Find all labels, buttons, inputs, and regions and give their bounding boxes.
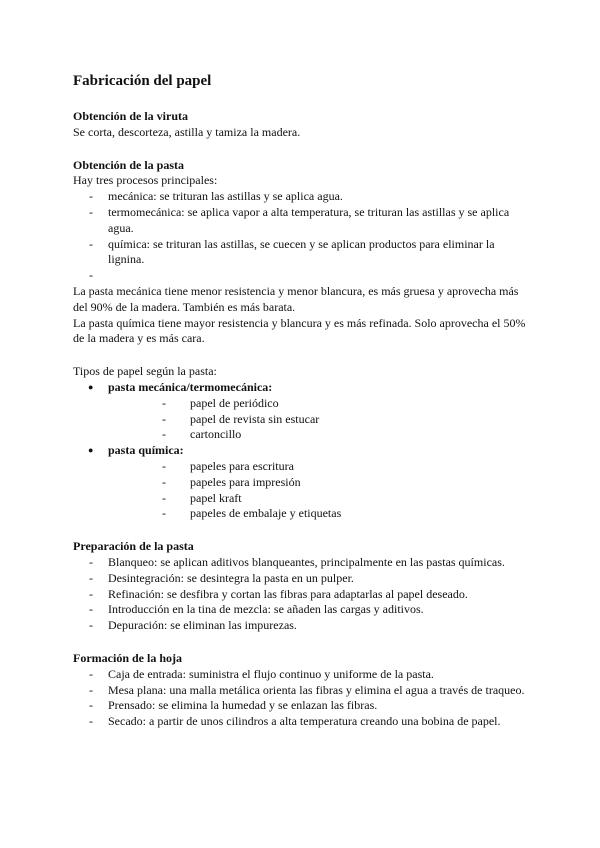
group-label: pasta mecánica/termomecánica:	[108, 379, 273, 394]
list-group	[73, 380, 530, 443]
section-formacion	[73, 651, 530, 730]
document-title: Fabricación del papel	[73, 73, 212, 89]
paper-type-list	[73, 380, 530, 522]
step-list	[73, 555, 530, 634]
list-item: - termomecánica: se aplica vapor a alta temperatura, se trituran las astillas y se aplica agua.	[73, 205, 530, 237]
list-item: - Blanqueo: se aplican aditivos blanqueantes, principalmente en las pastas químicas.	[73, 555, 530, 571]
section-text: Se corta, descorteza, astilla y tamiza la madera.	[73, 124, 301, 139]
list-item: - Introducción en la tina de mezcla: se añaden las cargas y aditivos.	[73, 602, 530, 618]
list-item: - papeles para escritura	[108, 459, 530, 475]
list-item: - Secado: a partir de unos cilindros a alta temperatura creando una bobina de papel.	[73, 714, 530, 730]
list-item: - Desintegración: se desintegra la pasta en un pulper.	[73, 571, 530, 587]
list-item: - Depuración: se eliminan las impurezas.	[73, 618, 530, 634]
list-item: - mecánica: se trituran las astillas y se aplica agua.	[73, 189, 530, 205]
list-group	[73, 443, 530, 522]
list-item: - cartoncillo	[108, 427, 530, 443]
sub-list	[108, 459, 530, 522]
section-intro: Hay tres procesos principales:	[73, 173, 218, 188]
list-item: - papeles para impresión	[108, 475, 530, 491]
list-item: - papel de periódico	[108, 396, 530, 412]
section-heading: Obtención de la pasta	[73, 157, 185, 172]
list-item: - papel de revista sin estucar	[108, 412, 530, 428]
section-preparacion	[73, 539, 530, 634]
section-intro: Tipos de papel según la pasta:	[73, 364, 217, 379]
step-list	[73, 667, 530, 730]
process-list	[73, 189, 530, 284]
list-item: - Caja de entrada: suministra el flujo continuo y uniforme de la pasta.	[73, 667, 530, 683]
section-heading: Formación de la hoja	[73, 650, 182, 665]
list-item: - Mesa plana: una malla metálica orienta las fibras y elimina el agua a través de traqueo.	[73, 683, 530, 699]
list-item	[73, 268, 530, 284]
list-item: - química: se trituran las astillas, se cuecen y se aplican productos para eliminar la lignina.	[73, 237, 530, 269]
section-heading: Obtención de la viruta	[73, 109, 189, 123]
sub-list	[108, 396, 530, 443]
list-item: - Prensado: se elimina la humedad y se enlazan las fibras.	[73, 698, 530, 714]
paragraph: La pasta mecánica tiene menor resistencia y menor blancura, es más gruesa y aprovecha más del 90% de la madera. También es más barata.	[73, 283, 519, 314]
section-tipos	[73, 364, 530, 522]
paragraph: La pasta química tiene mayor resistencia y blancura y es más refinada. Solo aprovecha el 50% de la madera y es más cara.	[73, 315, 526, 346]
section-pasta	[73, 158, 530, 348]
section-heading: Preparación de la pasta	[73, 539, 194, 554]
list-item: - papel kraft	[108, 491, 530, 507]
list-item: - papeles de embalaje y etiquetas	[108, 506, 530, 522]
section-viruta	[73, 109, 530, 141]
group-label: pasta química:	[108, 443, 184, 458]
list-item: - Refinación: se desfibra y cortan las fibras para adaptarlas al papel deseado.	[73, 587, 530, 603]
